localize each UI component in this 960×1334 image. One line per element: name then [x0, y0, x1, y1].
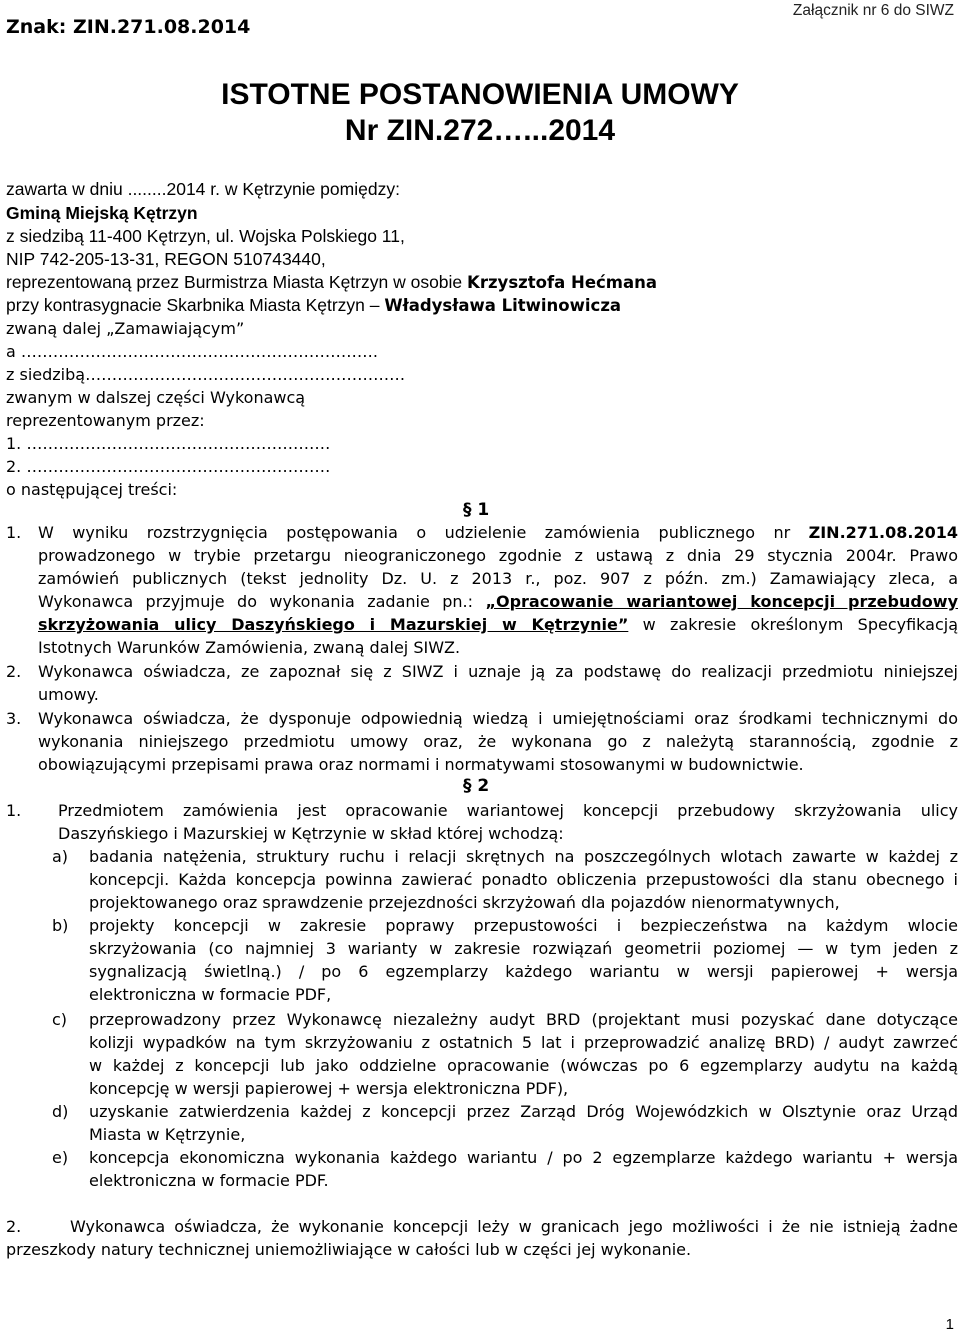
- s1-p1-line6: Istotnych Warunków Zamówienia, zwaną dalej SIWZ.: [38, 638, 461, 657]
- item-c-line4: koncepcję w wersji papierowej + wersja elektroniczna PDF),: [89, 1079, 569, 1098]
- representative-slot-1: 1. …………………………………………………: [6, 434, 331, 453]
- item-b-line4: elektroniczna w formacie PDF,: [89, 985, 332, 1004]
- task-name-end: skrzyżowania ulicy Daszyńskiego i Mazurskiej w Kętrzynie”: [38, 615, 629, 634]
- document-title: ISTOTNE POSTANOWIENIA UMOWY: [221, 78, 739, 111]
- item-c-line2: kolizji wypadków na tym skrzyżowaniu z ostatnich 5 lat i przeprowadzić analizę BRD) / audyt zawrzeć: [89, 1033, 958, 1052]
- s1-p3-line1: Wykonawca oświadcza, że dysponuje odpowiednią wiedzą i umiejętnościami oraz środkami technicznymi do: [38, 709, 958, 728]
- party-name: Gminą Miejską Kętrzyn: [6, 203, 198, 223]
- contractor-seat-line: z siedzibą……………………………………………………: [6, 365, 406, 384]
- contractor-alias: zwanym w dalszej części Wykonawcą: [6, 388, 306, 407]
- item-b-letter: b): [52, 916, 69, 935]
- s1-p3-line3: obowiązującymi przepisami prawa oraz normami i normatywami stosowanymi w budownictwie.: [38, 755, 804, 774]
- section-mark-1: § 1: [463, 500, 490, 520]
- s2-p1-line2: Daszyńskiego i Mazurskiej w Kętrzynie w skład której wchodzą:: [58, 824, 564, 843]
- item-e-line2: elektroniczna w formacie PDF.: [89, 1171, 329, 1190]
- content-intro: o następującej treści:: [6, 480, 178, 499]
- s1-p1-line1-text: W wyniku rozstrzygnięcia postępowania o udzielenie zamówienia publicznego nr: [38, 523, 809, 542]
- s1-p1-line5-text: w zakresie określonym Specyfikacją: [628, 615, 958, 634]
- item-c-line1: przeprowadzony przez Wykonawcę niezależny audyt BRD (projektant musi pozyskać dane dotyczące: [89, 1010, 958, 1029]
- item-d-letter: d): [52, 1102, 69, 1121]
- s1-p1-line2: prowadzonego w trybie przetargu nieograniczonego zgodnie z ustawą z dnia 29 stycznia 2004r. Prawo: [38, 546, 958, 565]
- s1-p2-number: 2.: [6, 662, 22, 681]
- item-c-letter: c): [52, 1010, 68, 1029]
- task-name-start: „Opracowanie wariantowej koncepcji przebudowy: [485, 592, 958, 611]
- s2-p2-line1: Wykonawca oświadcza, że wykonanie koncepcji leży w granicach jego możliwości i że nie istnieją żadne: [70, 1217, 958, 1236]
- representative-slot-2: 2. …………………………………………………: [6, 457, 331, 476]
- item-b-line2: skrzyżowania (co najmniej 3 warianty w zakresie rozwiązań geometrii poziomej — w tym jeden z: [89, 939, 958, 958]
- party-identifiers: NIP 742-205-13-31, REGON 510743440,: [6, 249, 326, 269]
- s1-p3-line2: wykonania niniejszego przedmiotu umowy oraz, że wykonana go z należytą starannością, zgodnie z: [38, 732, 958, 751]
- ordering-party-alias: zwaną dalej „Zamawiającym”: [6, 319, 245, 338]
- attachment-label: Załącznik nr 6 do SIWZ: [792, 2, 954, 19]
- party-address: z siedzibą 11-400 Kętrzyn, ul. Wojska Polskiego 11,: [6, 226, 405, 246]
- countersignature-line: [6, 295, 621, 316]
- item-a-line1: badania natężenia, struktury ruchu i relacji skrętnych na poszczególnych wlotach zawarte w każdej z: [89, 847, 958, 866]
- item-e-line1: koncepcja ekonomiczna wykonania każdego wariantu / po 2 egzemplarze każdego wariantu + wersja: [89, 1148, 958, 1167]
- item-d-line2: Miasta w Kętrzynie,: [89, 1125, 246, 1144]
- item-a-letter: a): [52, 847, 69, 866]
- s1-p3-number: 3.: [6, 709, 22, 728]
- countersignature-prefix: przy kontrasygnacie Skarbnika Miasta Kętrzyn –: [6, 295, 385, 315]
- s1-p1-line5: [38, 617, 958, 633]
- s1-p2-line1: Wykonawca oświadcza, ze zapoznał się z SIWZ i uznaje ją za podstawę do realizacji przedmiotu niniejszej: [38, 662, 958, 681]
- represented-by-label: reprezentowanym przez:: [6, 411, 205, 430]
- s2-p2-line2: przeszkody natury technicznej uniemożliwiające w całości lub w części jej wykonanie.: [6, 1240, 692, 1259]
- s1-p2-line2: umowy.: [38, 685, 99, 704]
- s1-p1-line4: [38, 594, 958, 610]
- s1-p1-number: 1.: [6, 523, 22, 542]
- contractor-line: a ………………………………………………………….: [6, 342, 378, 361]
- contract-number: Nr ZIN.272…...2014: [344, 114, 616, 147]
- item-d-line1: uzyskanie zatwierdzenia każdej z koncepcji przez Zarząd Dróg Wojewódzkich w Olsztynie oraz Urząd: [89, 1102, 958, 1121]
- item-a-line3: projektowanego oraz sprawdzenie przejezdności skrzyżowań dla pojazdów nienormatywnych,: [89, 893, 840, 912]
- contract-date-line: zawarta w dniu ........2014 r. w Kętrzynie pomiędzy:: [6, 179, 400, 199]
- s2-p2-number: 2.: [6, 1217, 22, 1236]
- tender-reference: ZIN.271.08.2014: [808, 523, 958, 542]
- s1-p1-line4-text: Wykonawca przyjmuje do wykonania zadanie pn.:: [38, 592, 486, 611]
- representative-name: Krzysztofa Hećmana: [467, 273, 658, 292]
- s2-p1-number: 1.: [6, 801, 22, 820]
- item-a-line2: koncepcji. Każda koncepcja powinna zawierać ponadto obliczenia przepustowości dla stanu obecnego i: [89, 870, 958, 889]
- treasurer-name: Władysława Litwinowicza: [384, 296, 622, 315]
- s2-p1-line1: Przedmiotem zamówienia jest opracowanie wariantowej koncepcji przebudowy skrzyżowania ulicy: [58, 801, 958, 820]
- item-b-line1: projekty koncepcji w zakresie poprawy przepustowości i bezpieczeństwa na każdym wlocie: [89, 916, 958, 935]
- representation-prefix: reprezentowaną przez Burmistrza Miasta Kętrzyn w osobie: [6, 272, 468, 292]
- page-number: 1: [945, 1316, 954, 1333]
- representation-line: [6, 272, 657, 293]
- section-mark-2: § 2: [463, 776, 490, 796]
- s1-p1-line3: zamówień publicznych (tekst jednolity Dz. U. z 2013 r., poz. 907 z późn. zm.) Zamawiający zleca, a: [38, 569, 958, 588]
- document-reference-code: Znak: ZIN.271.08.2014: [6, 16, 251, 38]
- item-e-letter: e): [52, 1148, 69, 1167]
- item-c-line3: w każdej z koncepcji lub jako oddzielne opracowanie (wówczas po 6 egzemplarzy audytu na każdą: [89, 1056, 958, 1075]
- s1-p1-line1: [38, 525, 958, 541]
- item-b-line3: sygnalizacją świetlną.) / po 6 egzemplarzy każdego wariantu w wersji papierowej + wersja: [89, 962, 958, 981]
